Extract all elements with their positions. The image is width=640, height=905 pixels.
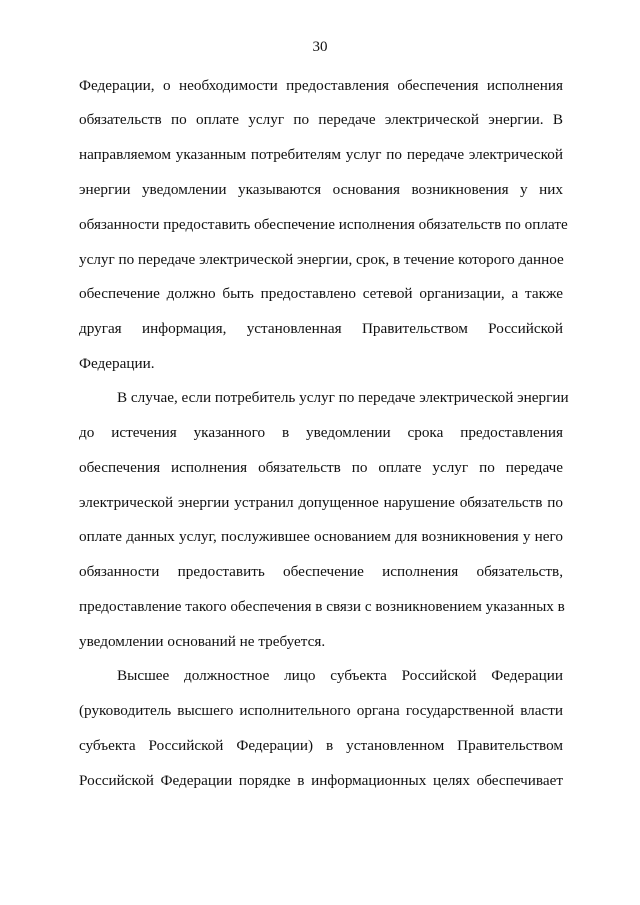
text-line: Российской Федерации порядке в информационных целях обеспечивает — [79, 772, 563, 789]
text-line: оплате данных услуг, послужившее основанием для возникновения у него — [79, 528, 563, 545]
text-line: до истечения указанного в уведомлении срока предоставления — [79, 424, 563, 441]
text-line: электрической энергии устранил допущенное нарушение обязательств по — [79, 494, 563, 511]
text-line: энергии уведомлении указываются основания возникновения у них — [79, 181, 563, 198]
text-line: субъекта Российской Федерации) в установленном Правительством — [79, 737, 563, 754]
paragraph-first-line: В случае, если потребитель услуг по передаче электрической энергии — [117, 389, 569, 406]
text-line: обеспечения исполнения обязательств по оплате услуг по передаче — [79, 459, 563, 476]
text-line: обязательств по оплате услуг по передаче электрической энергии. В — [79, 111, 563, 128]
text-line: Федерации, о необходимости предоставления обеспечения исполнения — [79, 77, 563, 94]
text-line: другая информация, установленная Правительством Российской — [79, 320, 563, 337]
page-number: 30 — [312, 39, 328, 55]
text-line: (руководитель высшего исполнительного органа государственной власти — [79, 702, 563, 719]
text-line: обязанности предоставить обеспечение исполнения обязательств по оплате — [79, 216, 568, 233]
text-line: Федерации. — [79, 355, 155, 372]
text-line: предоставление такого обеспечения в связи с возникновением указанных в — [79, 598, 565, 615]
text-line: уведомлении оснований не требуется. — [79, 633, 326, 650]
paragraph-first-line: Высшее должностное лицо субъекта Российской Федерации — [117, 667, 563, 684]
text-line: услуг по передаче электрической энергии, срок, в течение которого данное — [79, 251, 564, 268]
text-line: обеспечение должно быть предоставлено сетевой организации, а также — [79, 285, 563, 302]
text-line: направляемом указанным потребителям услуг по передаче электрической — [79, 146, 563, 163]
text-line: обязанности предоставить обеспечение исполнения обязательств, — [79, 563, 563, 580]
